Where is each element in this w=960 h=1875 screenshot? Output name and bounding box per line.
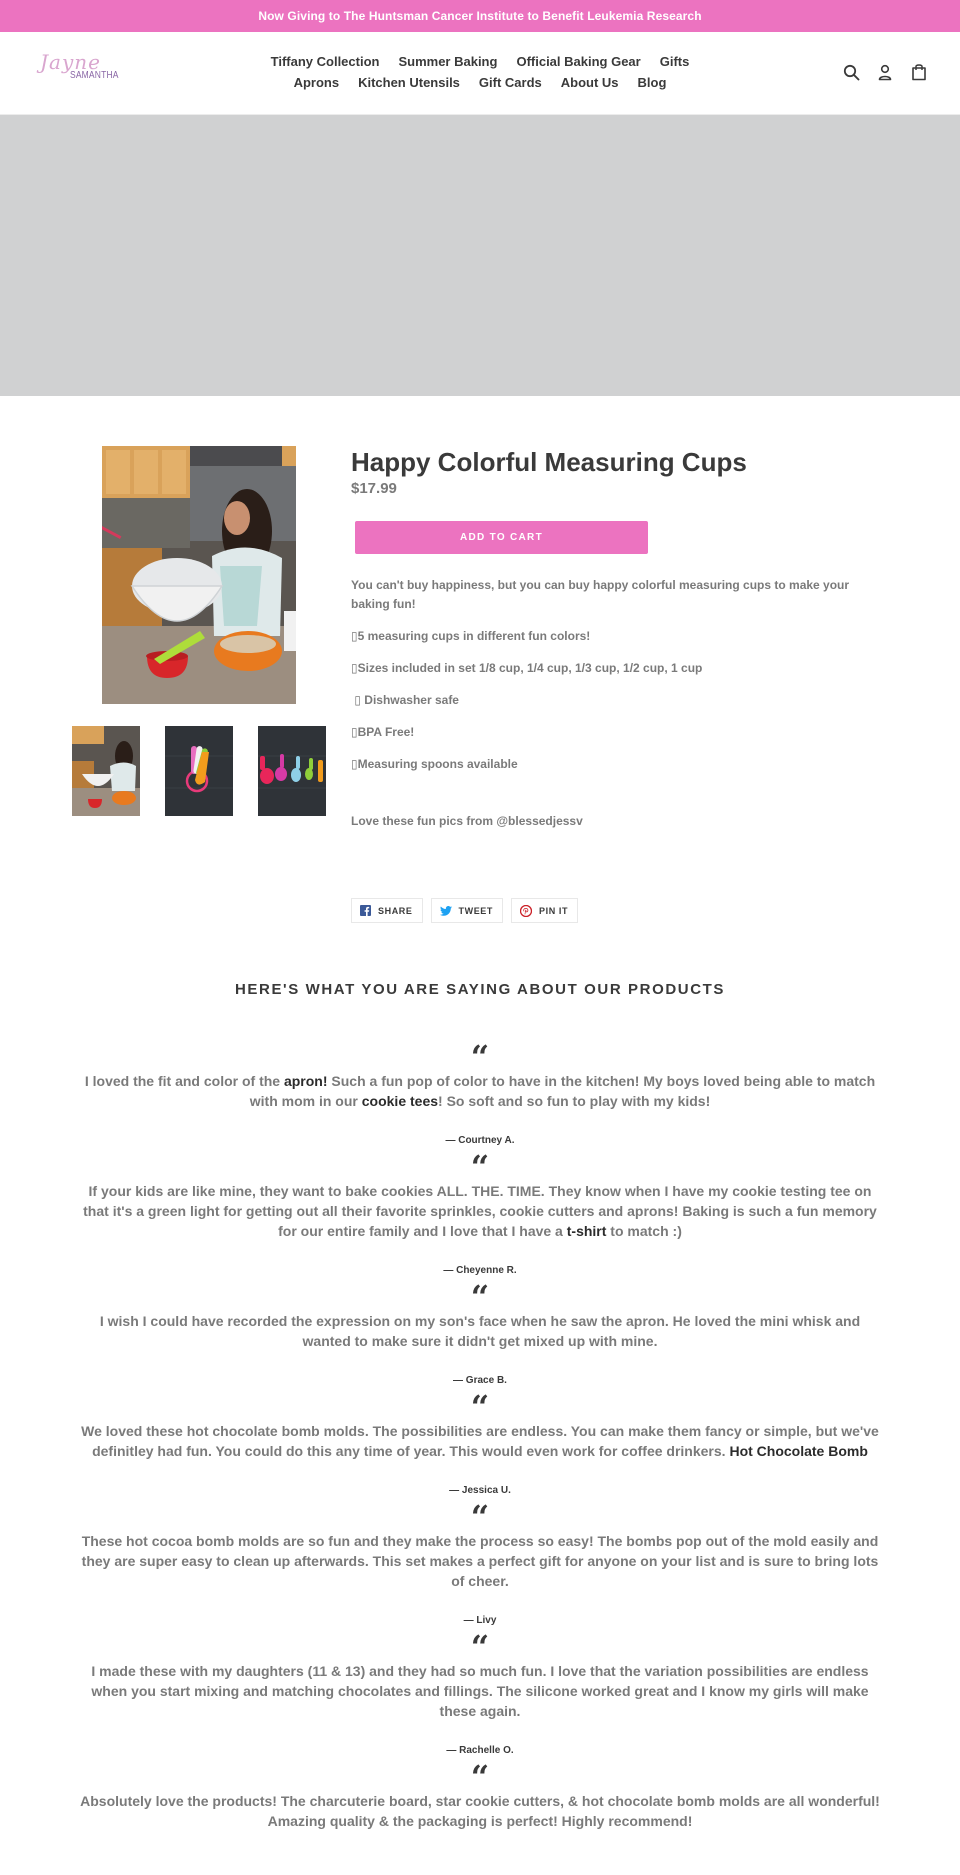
description-intro: You can't buy happiness, but you can buy happy colorful measuring cups to make your baking fun!	[351, 578, 850, 611]
nav-item-tiffany-collection[interactable]: Tiffany Collection	[270, 54, 380, 69]
testimonial-author: — Cheyenne R.	[443, 1265, 517, 1276]
nav-item-gifts[interactable]: Gifts	[659, 54, 690, 69]
testimonial	[70, 1758, 890, 1831]
description-bullet: ▯ Dishwasher safe	[351, 693, 459, 707]
testimonial-author: — Grace B.	[453, 1375, 507, 1386]
twitter-icon	[440, 906, 452, 916]
logo-caps: SAMANTHA	[70, 70, 119, 81]
nav-item-summer-baking[interactable]: Summer Baking	[398, 54, 498, 69]
pinterest-icon	[520, 905, 532, 917]
quote-icon: “	[470, 1278, 490, 1300]
quote-icon: “	[470, 1758, 490, 1780]
account-icon[interactable]	[876, 62, 894, 82]
social-share	[351, 898, 578, 923]
product-link-t-shirt[interactable]: t-shirt	[566, 1223, 607, 1239]
site-header	[0, 32, 960, 115]
nav-item-about-us[interactable]: About Us	[560, 75, 619, 90]
main-nav	[0, 54, 960, 90]
nav-row-2	[294, 75, 667, 90]
testimonial	[70, 1148, 890, 1276]
product-description	[351, 576, 881, 831]
quote-icon: “	[470, 1498, 490, 1520]
testimonial-text: I loved the fit and color of the apron! Such a fun pop of color to have in the kitchen! My boys loved being able to match with mom in our cookie tees! So soft and so fun to play with my kids!	[84, 1073, 876, 1109]
product-link-apron[interactable]: apron!	[283, 1073, 328, 1089]
quote-icon: “	[470, 1388, 490, 1410]
testimonial-author: — Livy	[463, 1615, 497, 1626]
testimonial-author: — Jessica U.	[449, 1485, 511, 1496]
share-twitter-label: TWEET	[458, 905, 494, 916]
testimonials-title: HERE'S WHAT YOU ARE SAYING ABOUT OUR PRODUCTS	[234, 981, 726, 998]
quote-icon: “	[470, 1148, 490, 1170]
product-info	[351, 446, 881, 844]
header-icons	[842, 62, 928, 82]
hero-image-placeholder	[0, 115, 960, 396]
testimonials-section	[0, 981, 960, 1831]
description-bullet: ▯Measuring spoons available	[351, 757, 518, 771]
testimonial-text: Absolutely love the products! The charcuterie board, star cookie cutters, & hot chocolate bomb molds are all wonderful! Amazing quality & the packaging is perfect! Highly recommend!	[80, 1793, 880, 1829]
description-bullet: ▯BPA Free!	[351, 725, 415, 739]
announcement-bar[interactable]	[0, 0, 960, 32]
share-pinterest-button[interactable]	[511, 898, 578, 923]
testimonial	[70, 1498, 890, 1626]
testimonial	[70, 1628, 890, 1756]
product-thumbnail-1[interactable]	[72, 726, 140, 816]
nav-item-blog[interactable]: Blog	[637, 75, 667, 90]
quote-icon: “	[470, 1038, 490, 1060]
product-link-cookie-tees[interactable]: cookie tees	[361, 1093, 439, 1109]
description-bullet: ▯5 measuring cups in different fun colors!	[351, 629, 591, 643]
share-twitter-button[interactable]	[431, 898, 504, 923]
testimonial-text: I made these with my daughters (11 & 13) and they had so much fun. I love that the variation possibilities are endless when you start mixing and matching chocolates and fillings. The silicone worked great and I know my girls will make these again.	[91, 1663, 869, 1719]
testimonial-text: I wish I could have recorded the expression on my son's face when he saw the apron. He loved the mini whisk and wanted to make sure it didn't get mixed up with mine.	[99, 1313, 861, 1349]
product-price: $17.99	[351, 480, 397, 497]
product-title: Happy Colorful Measuring Cups	[351, 447, 747, 477]
product-link-hot-chocolate-bomb[interactable]: Hot Chocolate Bomb	[729, 1443, 868, 1459]
product-thumbnail-3[interactable]	[258, 726, 326, 816]
quote-icon: “	[470, 1628, 490, 1650]
share-facebook-button[interactable]	[351, 898, 423, 923]
logo-script: Jayne	[40, 50, 101, 74]
description-credit: Love these fun pics from @blessedjessv	[351, 814, 583, 828]
testimonial-author: — Courtney A.	[445, 1135, 515, 1146]
testimonial-text: These hot cocoa bomb molds are so fun and they make the process so easy! The bombs pop out of the mold easily and they are super easy to clean up afterwards. This set makes a perfect gift for anyone on your list and is sure to bring lots of cheer.	[81, 1533, 879, 1589]
testimonial	[70, 1388, 890, 1496]
testimonial-text: If your kids are like mine, they want to bake cookies ALL. THE. TIME. They know when I have my cookie testing tee on that it's a green light for getting out all their favorite sprinkles, cookie cutters and aprons! Baking is such a fun memory for our entire family and I love that I have a t-shirt to match :)	[83, 1183, 877, 1239]
nav-item-kitchen-utensils[interactable]: Kitchen Utensils	[358, 75, 460, 90]
product-thumbnail-2[interactable]	[165, 726, 233, 816]
share-facebook-label: SHARE	[378, 905, 413, 916]
share-pinterest-label: PIN IT	[539, 905, 569, 916]
nav-item-official-baking-gear[interactable]: Official Baking Gear	[516, 54, 641, 69]
description-bullet: ▯Sizes included in set 1/8 cup, 1/4 cup, 1/3 cup, 1/2 cup, 1 cup	[351, 661, 703, 675]
nav-item-aprons[interactable]: Aprons	[293, 75, 340, 90]
testimonial-author: — Rachelle O.	[446, 1745, 514, 1756]
announcement-text: Now Giving to The Huntsman Cancer Institute to Benefit Leukemia Research	[258, 9, 702, 23]
add-to-cart-button[interactable]: ADD TO CART	[355, 521, 648, 554]
product-section	[0, 396, 960, 941]
product-main-image[interactable]	[102, 446, 296, 704]
testimonial	[70, 1278, 890, 1386]
cart-icon[interactable]	[910, 62, 928, 82]
nav-row-1	[271, 54, 690, 69]
testimonial-text: We loved these hot chocolate bomb molds. The possibilities are endless. You can make them fancy or simple, but we've definitley had fun. You could do this any time of year. This would even work for coffee drinkers. Hot Chocolate Bomb	[81, 1423, 879, 1459]
testimonial	[70, 1038, 890, 1146]
nav-item-gift-cards[interactable]: Gift Cards	[478, 75, 542, 90]
facebook-icon	[360, 905, 371, 916]
search-icon[interactable]	[842, 62, 860, 82]
